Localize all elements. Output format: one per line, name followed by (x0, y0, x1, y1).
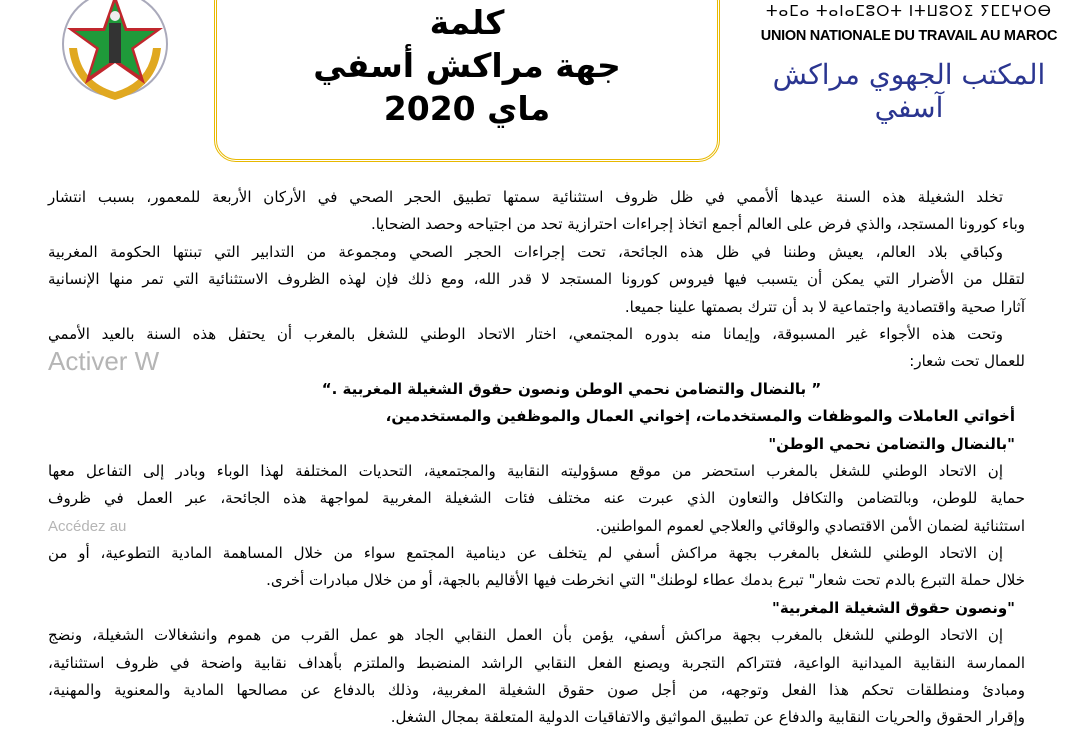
text-line: آثارا صحية واقتصادية واجتماعية لا بد أن تترك بصمتها علينا جميعا. (624, 297, 1025, 316)
text-line: إن الاتحاد الوطني للشغل بالمغرب استحضر من موقع مسؤوليته النقابية والمجتمعية، التحديات المختلفة لهذا الوباء وبادر إلى التفاعل معها (48, 461, 1003, 480)
slogan: ” بالنضال والتضامن نحمي الوطن ونصون حقوق الشغيلة المغربية .“ (321, 379, 822, 398)
section-heading: "بالنضال والتضامن نحمي الوطن" (768, 434, 1015, 453)
text-line: الممارسة النقابية الميدانية الواعية، فتتراكم التجربة ويصنع الفعل النقابي الراشد المنضبط والملتزم بأهداف نقابية واضحة في ظروف استثنائية، (48, 653, 1025, 672)
text-line: وتحت هذه الأجواء غير المسبوقة، وإيمانا منه بدوره المجتمعي، اختار الاتحاد الوطني للشغل بالمغرب أن يحتفل هذه السنة بالعيد الأممي (48, 324, 1003, 343)
text-line: ومبادئ ومنطلقات تحكم هذا الفعل وتوجهه، من أجل صون حقوق الشغيلة المغربية، وذلك بالدفاع عن مصالحها المادية والمعنوية والمهنية، (48, 681, 1025, 700)
text-line: استثنائية لضمان الأمن الاقتصادي والوقائي والعلاجي لعموم المواطنين. (595, 516, 1025, 535)
title-line: جهة مراكش أسفي (313, 46, 621, 85)
section-heading: "ونصون حقوق الشغيلة المغربية" (772, 598, 1015, 617)
text-line: تخلد الشغيلة هذه السنة عيدها ألأممي في ظل ظروف استثنائية سمتها تطبيق الحجر الصحي في الأركان الأربعة للمعمور، بسبب انتشار (48, 188, 1003, 206)
title-line: كلمة (429, 3, 505, 42)
union-logo (55, 0, 175, 106)
org-branding (754, 0, 1064, 124)
org-name: UNION NATIONALE DU TRAVAIL AU MAROC (760, 28, 1058, 44)
text-line: للعمال تحت شعار: (909, 352, 1025, 371)
text-line: وباء كورونا المستجد، والذي فرض على العالم أجمع اتخاذ إجراءات احترازية تحد من اجتياحه وحصد الضحايا. (370, 215, 1025, 234)
text-line: وكباقي بلاد العالم، يعيش وطننا في ظل هذه الجائحة، تحت إجراءات الحجر الصحي ومجموعة من التدابير التي تبنتها الحكومة المغربية (48, 242, 1003, 261)
activation-watermark-sub: Accédez au (48, 518, 127, 535)
text-line: خلال حملة التبرع بالدم تحت شعار" تبرع بدمك عطاء لوطنك" التي انخرطت فيها الأقاليم بالجهة، أو من خلال مبادرات أخرى. (266, 571, 1025, 590)
text-line: إن الاتحاد الوطني للشغل بالمغرب بجهة مراكش أسفي، يؤمن بأن العمل النقابي الجاد هو عمل القرب من هموم وانشغالات الشغيلة، ونضج (48, 626, 1003, 645)
title-line: ماي 2020 (383, 89, 551, 128)
title-box (214, 0, 720, 162)
org-name-tifinagh: ⵜⴰⵎⴰ ⵜⴰⵏⴰⵎⵓⵔⵜ ⵏⵜⵡⵓⵔⵉ ⵢⵎⵎⵖⵔⴱ (766, 2, 1052, 20)
salutation: أخواتي العاملات والموظفات والمستخدمات، إخواني العمال والموظفين والمستخدمين، (385, 407, 1015, 426)
text-line: وإقرار الحقوق والحريات النقابية والدفاع عن تطبيق المواثيق والاتفاقيات الدولية المتعلقة بمجال الشغل. (390, 708, 1025, 727)
text-line: إن الاتحاد الوطني للشغل بالمغرب بجهة مراكش أسفي لم يتخلف عن دينامية المجتمع سواء من خلال المساهمة المادية التطوعية، أو من (48, 544, 1003, 563)
document-body (48, 184, 1025, 732)
activation-watermark: Activer W (48, 346, 160, 376)
text-line: حماية للوطن، وبالتضامن والتكافل والتعاون الذي عبرت عنه مختلف فئات الشغيلة المغربية لمواجهة هذه الجائحة، عبر العمل في ظروف (48, 489, 1025, 508)
text-line: لتقلل من الأضرار التي يمكن أن يتسبب فيها فيروس كورونا المستجد لا قدر الله، ومع ذلك فإن لهذه الظروف الاستثنائية التي تمر منها الإنسانية (48, 270, 1025, 289)
regional-bureau: المكتب الجهوي مراكش آسفي (772, 58, 1046, 124)
